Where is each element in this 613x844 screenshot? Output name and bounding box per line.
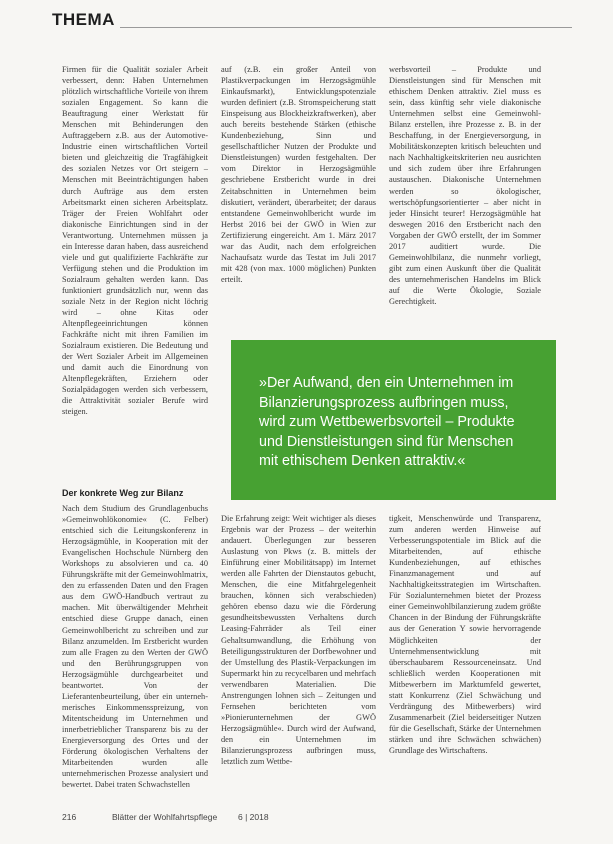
page-header — [52, 10, 572, 34]
column-2-top — [221, 64, 376, 334]
column-1-bottom — [62, 478, 208, 804]
pull-quote-box — [231, 340, 556, 500]
header-rule — [120, 27, 572, 28]
column-2-bottom — [221, 513, 376, 804]
section-title: THEMA — [52, 10, 115, 29]
issue-label: 6 | 2018 — [238, 812, 269, 822]
column-3-top — [389, 64, 541, 334]
publication-name: Blätter der Wohlfahrtspflege — [112, 812, 218, 822]
column-1-top — [62, 64, 208, 442]
paragraph: Firmen für die Qualität sozialer Arbeit verbessert, denn: Haben Unternehmen plötzlich wirtschaftliche Vorteile von ihrem sozialen Engagement. So kann die Beauftragung einer Werkstatt für Menschen mit Behinderungen den Auftraggebern z.B. aus der Automotive-Industrie einen wirtschaftlichen Vorteil bieten und gleichzeitig die Tragfähigkeit des sozialen Netzes vor Ort steigern – Menschen mit Beeinträchtigungen haben durch Aufträge aus dem ersten Arbeitsmarkt einen sicheren Arbeitsplatz. Träger der Freien Wohlfahrt oder diakonische Einrichtungen sind in der Verantwortung. Unternehmen müssen ja ein Interesse daran haben, dass ausreichend viele und gut qualifizierte Fachkräfte zur Verfügung stehen und die Produktion im Sozialraum gehalten werden kann. Das funktioniert grundsätzlich nur, wenn das soziale Netz in der Region nicht löchrig wird – ohne Kitas oder Altenpflegeeinrichtungen können Fachkräfte nicht mit ihren Familien im Sozialraum existieren. Die Bedeutung und der Wert Sozialer Arbeit im Allgemeinen und damit auch die Einordnung von Altenpflegekräften, Erziehern oder Sozialpädagogen werden sich verbessern, die Attraktivität sozialer Berufe wird steigen. — [62, 65, 208, 417]
paragraph: werbsvorteil – Produkte und Dienstleistungen sind für Menschen mit ethischem Denken attraktiv. Ziel muss es sein, dass künftig sehr viele diakonische Unternehmen selbst eine Gemeinwohl-Bilanz erstellen, ihre Prozesse z. B. in der Beschaffung, in der Energieversorgung, in Mobilitätskonzepten kritisch beleuchten und nach Nachhaltigkeitskriterien neu ausrichten und sich zudem über ihre Erfahrungen austauschen. Diakonische Unternehmen werden so ökologischer, wertschöpfungsorientierter – aber nicht in jeder Hinsicht teurer! Herzogsägmühle hat deswegen 2016 den Erstbericht nach den Vorgaben der GWÖ erstellt, der im Sommer 2017 auditiert wurde. Die Gemeinwohlbilanz, die nunmehr vorliegt, gibt zum einen Auskunft über die Qualität des unternehmerischen Handelns im Blick auf die Werte Ökologie, Soziale Gerechtigkeit. — [389, 65, 541, 306]
pull-quote-text: »Der Aufwand, den ein Unternehmen im Bilanzierungsprozess aufbringen muss, wird zum Wettbewerbsvorteil – Produkte und Dienstleistungen sind für Menschen mit ethischem Denken attraktiv.« — [259, 375, 515, 470]
page-footer — [62, 812, 542, 826]
subheading: Der konkrete Weg zur Bilanz — [62, 488, 184, 498]
paragraph: tigkeit, Menschenwürde und Transparenz, zum anderen werden Hinweise auf Verbesserungspotentiale im Blick auf die Mitarbeitenden, auf ethische Kundenbeziehungen, auf ethisches Finanzmanagement und auf Nachhaltigkeitsstrategien im Wirtschaften. Für Sozialunternehmen bietet der Prozess einer Gemeinwohlbilanzierung zudem größte Chancen in der Bindung der Führungskräfte aus der Generation Y sowie hervorragende Möglichkeiten der Unternehmensentwicklung mit überschaubarem Ressourceneinsatz. Und schließlich werden Kooperationen mit Mitbewerbern im Marktumfeld gewertet, statt Konkurrenz (Ziel Schwächung und Verdrängung des Mitbewerbers) wird Zusammenarbeit (Ziel beiderseitiger Nutzen für die Gesellschaft, Stärke der Unternehmen stärken und ihre Schwächen schwächen) Grundlage des Wirtschaftens. — [389, 514, 541, 755]
paragraph: Nach dem Studium des Grundlagenbuchs »Gemeinwohlökonomie« (C. Felber) entschied sich die Leitungskonferenz in Herzogsägmühle, in Kooperation mit der Evangelischen Hochschule Nürnberg den Workshops zu absolvieren und ca. 40 Führungskräfte mit der Gemeinwohlmatrix, den zu erfassenden Daten und den Fragen aus dem GWÖ-Handbuch vertraut zu machen. Mit überwältigender Mehrheit entschied diese Gruppe danach, einen Gemeinwohlbericht zu schreiben und zur Bilanz anzumelden. Im Erstbericht wurden zum alle Fragen zu den Werten der GWÖ und den Berührungsgruppen von Herzogsägmühle durchgearbeitet und beantwortet. Von der Lieferantenbeurteilung, über ein unternehmerisches Einkommensspreizung, von Mitentscheidung im Unternehmen und innerbetrieblicher Transparenz bis zu der Energieversorgung des Ortes und der Förderung ökologischen Verhaltens der Mitarbeitenden wurden alle unternehmerischen Prozesse analysiert und bewertet. Dabei traten Schwachstellen — [62, 504, 208, 790]
paragraph: Die Erfahrung zeigt: Weit wichtiger als dieses Ergebnis war der Prozess – der weiterhin andauert. Überlegungen zur besseren Auslastung von Pkws (z. B. mittels der Einführung einer Mobilitätsapp) im Internet werden alle Fahrten der Dienstautos gebucht, Menschen, die eine Mitfahrgelegenheit brauchen, können sich verabschieden) gehören ebenso dazu wie die Förderung gesundheitsbewussten Verhaltens durch Leasing-Fahrräder als Teil einer Gehaltsumwandlung, die Erhöhung von Beteiligungsstrukturen der Dorfbewohner und der Umstellung des Plastik-Verpackungen im Supermarkt hin zu recycelbaren und mehrfach verwendbaren Materialien. Die Anstrengungen lohnen sich – Zeitungen und Fernsehen berichteten vom »Pionierunternehmen der GWÖ Herzogsägmühle«. Durch wird der Aufwand, den ein Unternehmen im Bilanzierungsprozess aufbringen muss, letztlich zum Wettbe- — [221, 514, 376, 767]
page-number: 216 — [62, 812, 77, 822]
paragraph: auf (z.B. ein großer Anteil von Plastikverpackungen im Herzogsägmühle Einkaufsmarkt), Entwicklungspotenziale wurden definiert (z.B. Stromspeicherung statt Einspeisung aus Blockheizkraftwerken), aber auch bereits bestehende Stärken (ethische Kundenbeziehung, Sinn und gesellschaftlicher Nutzen der Produkte und Dienstleistungen) wurden festgehalten. Der vom Direktor in Herzogsägmühle geschriebene Erstbericht wurde in drei Zeitabschnitten in Unternehmen beim diskutiert, verändert, überarbeitet; der daraus entstandene Gemeinwohlbericht wurde im Herbst 2016 bei der GWÖ in Wien zur Zertifizierung eingereicht. Am 1. März 2017 war das Audit, nach dem erfolgreichen Nachaufsatz wurde das Testat im Juli 2017 mit 428 (von max. 1000 möglichen) Punkten erteilt. — [221, 65, 376, 284]
column-3-bottom — [389, 513, 541, 804]
